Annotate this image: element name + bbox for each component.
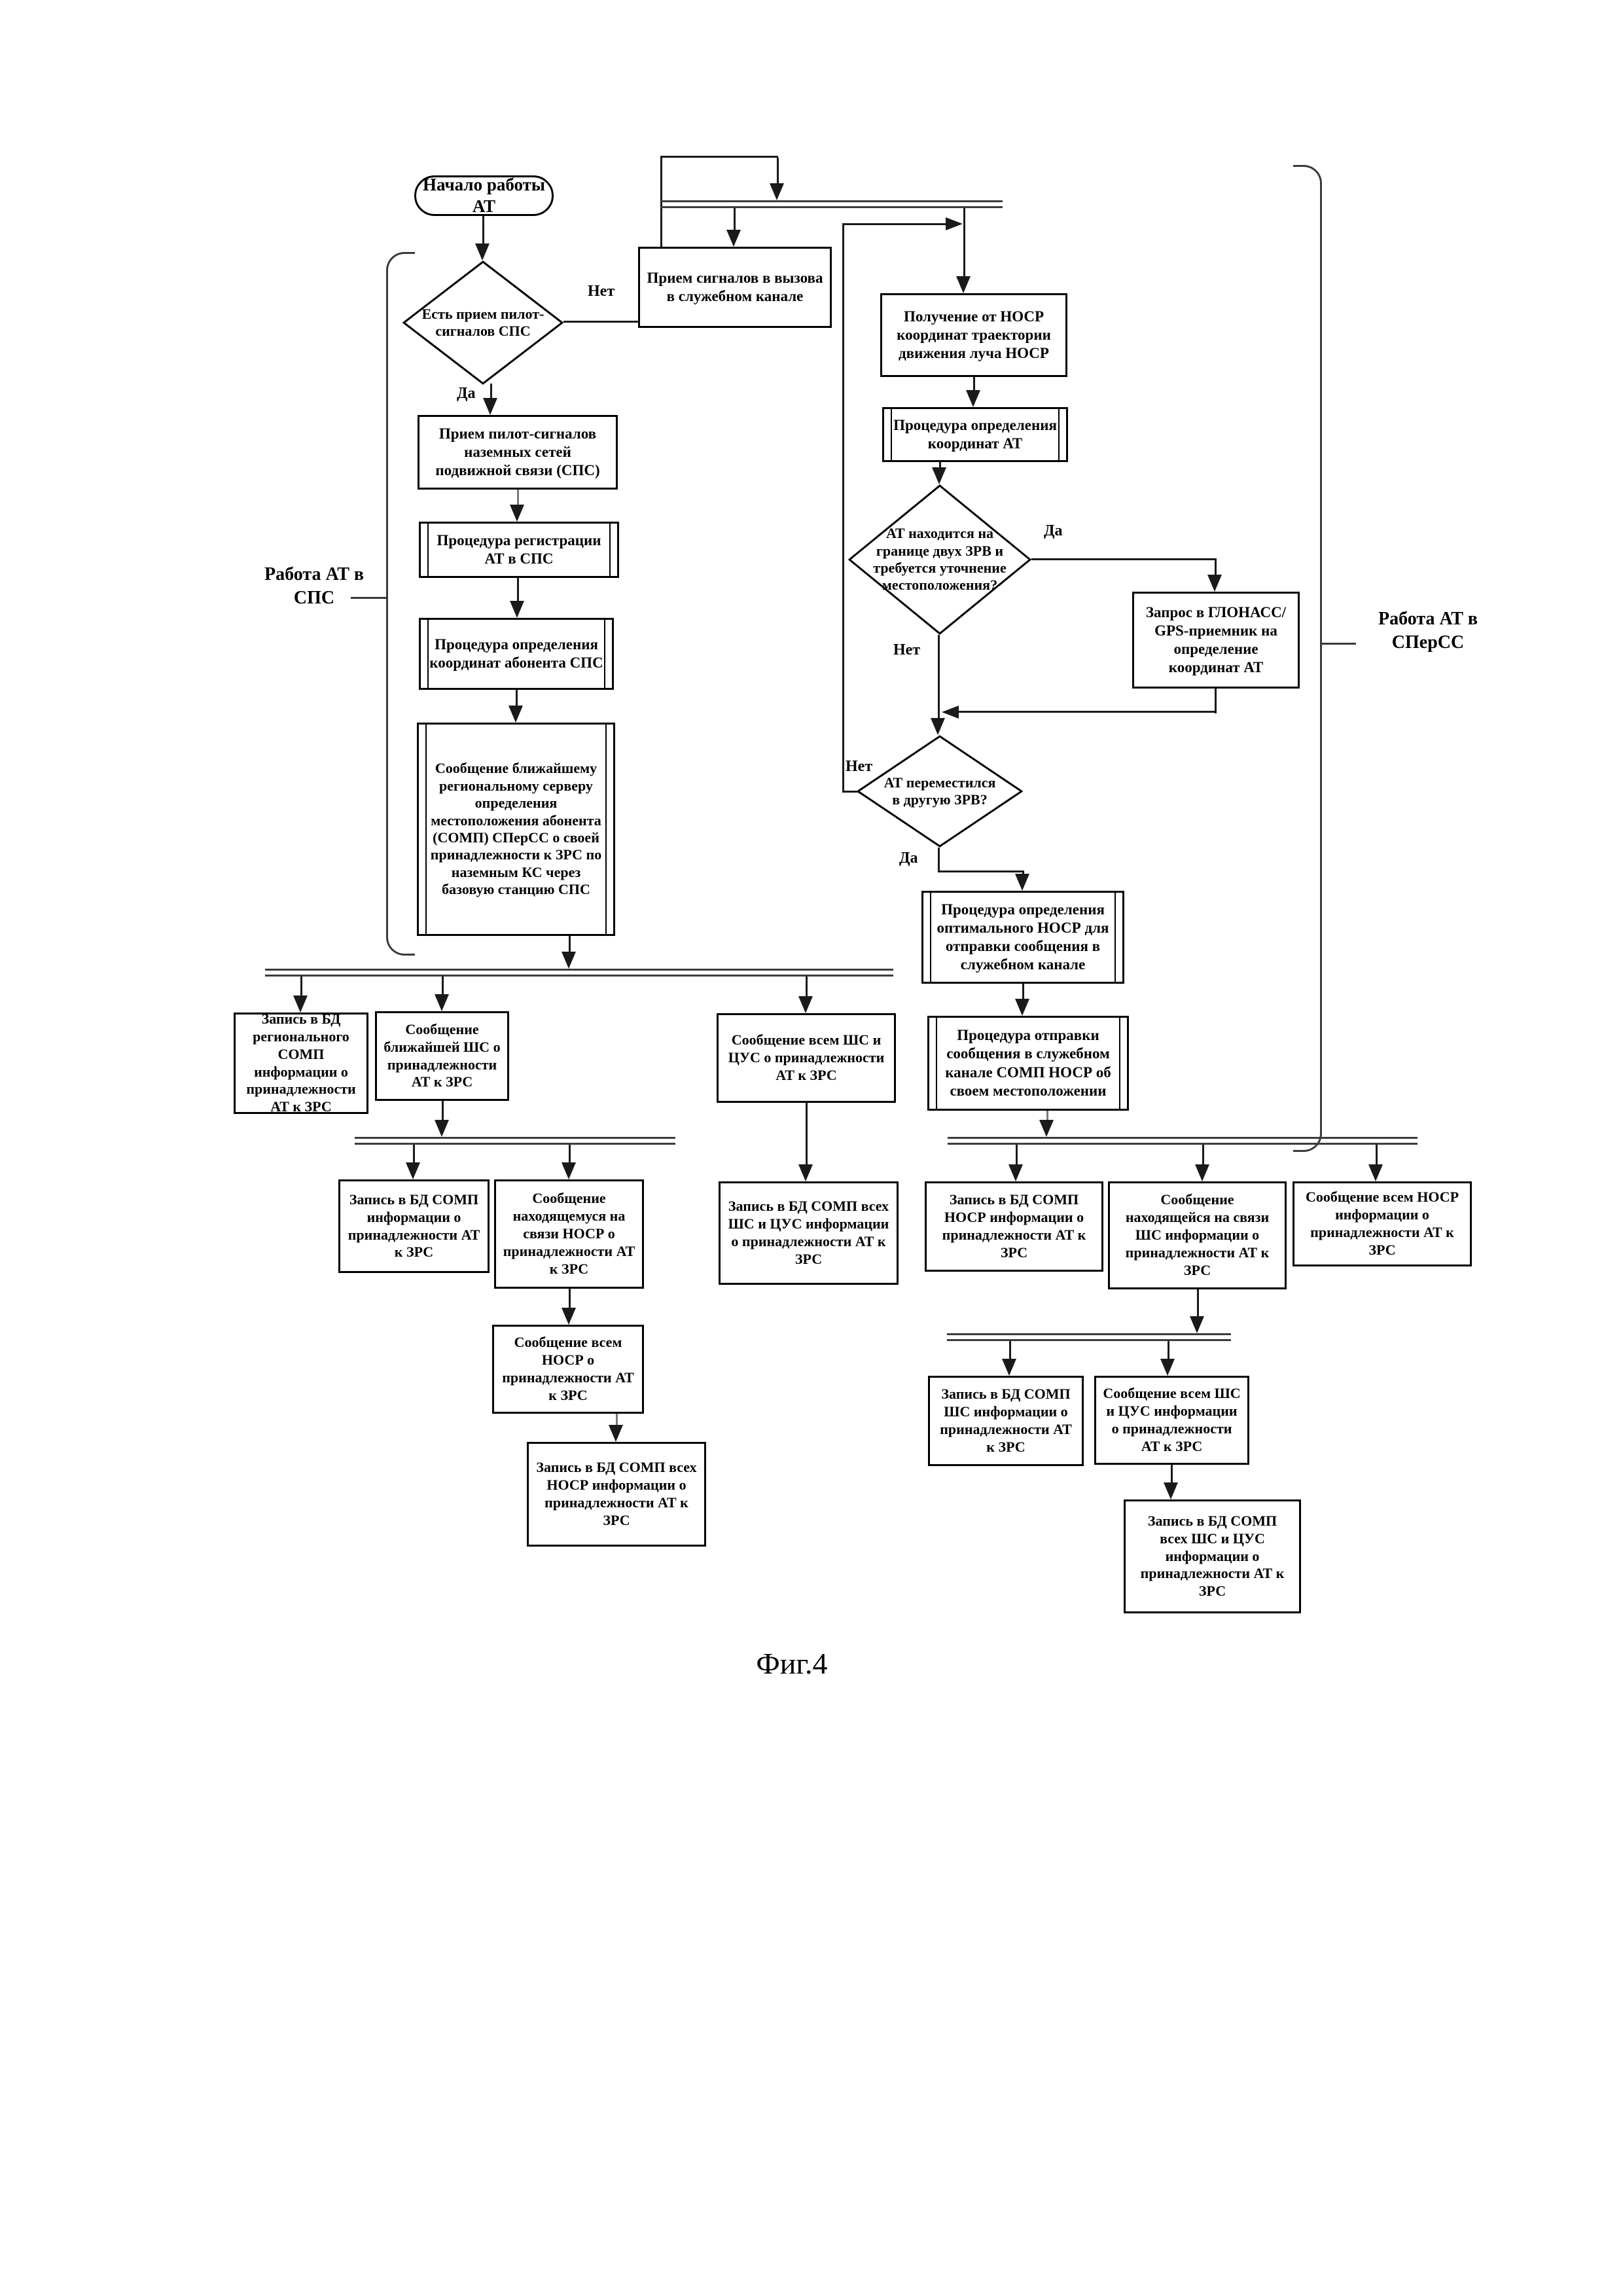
connector-d3-no-loop-h — [842, 791, 858, 793]
label-yes-d2: Да — [1044, 522, 1063, 539]
arrowhead — [1160, 1359, 1175, 1376]
arrowhead — [798, 996, 813, 1013]
connector-optnosr-sendmsg — [1022, 984, 1024, 999]
arrowhead — [510, 601, 524, 618]
label-yes-d1: Да — [457, 385, 476, 402]
decision-moved-zrv: АТ переместился в другую ЗРВ? — [883, 774, 996, 808]
process-sps-rx: Прием пилот-сигналов наземных сетей подвижной связи (СПС) — [418, 415, 618, 490]
connector-d1-spsrx — [490, 384, 492, 399]
process-sps-registration: Процедура регистрации АТ в СПС — [419, 522, 619, 578]
arrowhead — [406, 1162, 420, 1179]
connector-d3-yes-h — [938, 870, 1024, 872]
connector-bus2-l1 — [300, 977, 302, 997]
connector-sendmsg-bus4 — [1046, 1111, 1048, 1120]
label-no-d2: Нет — [893, 641, 921, 658]
connector-d2-yes-v — [1215, 558, 1217, 576]
arrowhead — [931, 718, 945, 735]
arrowhead — [435, 1120, 449, 1137]
bus-3 — [355, 1137, 675, 1145]
process-rx-call: Прием сигналов в вызова в служебном канале — [638, 247, 832, 328]
connector-spsrx-spsreg — [517, 490, 519, 506]
arrowhead — [1368, 1164, 1383, 1181]
arrowhead — [483, 398, 497, 415]
process-at-coordinates: Процедура определения координат АТ — [882, 407, 1068, 462]
process-msg-connected-shs: Сообщение находящейся на связи ШС информации о принадлежности АТ к ЗРС — [1108, 1181, 1287, 1289]
process-db-somp-info: Запись в БД СОМП информации о принадлежности АТ к ЗРС — [338, 1179, 490, 1273]
arrowhead — [798, 1164, 813, 1181]
arrowhead — [1002, 1359, 1016, 1376]
connector-into-bus1 — [777, 158, 779, 185]
arrowhead — [562, 952, 576, 969]
region-label-sperss: Работа АТ в СПерСС — [1378, 609, 1478, 653]
connector-getnosr-atcoord — [973, 377, 975, 391]
process-db-all-shs-cus-left: Запись в БД СОМП всех ШС и ЦУС информации о принадлежности АТ к ЗРС — [719, 1181, 899, 1285]
connector-bus3-l4 — [413, 1145, 415, 1164]
process-db-all-nosr: Запись в БД СОМП всех НОСР информации о принадлежности АТ к ЗРС — [527, 1442, 706, 1547]
label-yes-d3: Да — [899, 850, 918, 867]
decision-border-zrv: АТ находится на границе двух ЗРВ и требуется уточнение местоположения? — [873, 525, 1007, 594]
arrowhead — [1164, 1482, 1178, 1499]
arrowhead — [1190, 1316, 1204, 1333]
process-msg-nearest-shs: Сообщение ближайшей ШС о принадлежности АТ к ЗРС — [375, 1011, 509, 1101]
arrowhead — [1015, 999, 1029, 1016]
start-terminal — [414, 175, 554, 216]
arrowhead — [932, 467, 946, 484]
arrowhead — [609, 1425, 623, 1442]
figure-caption: Фиг.4 — [756, 1647, 828, 1680]
bus-4 — [948, 1137, 1418, 1145]
start-terminal-text: Начало работы АТ — [423, 175, 545, 216]
process-db-all-shs-cus-right: Запись в БД СОМП всех ШС и ЦУС информации о принадлежности АТ к ЗРС — [1124, 1499, 1301, 1613]
connector-bus5-r10 — [1168, 1341, 1169, 1359]
connector-l3-l8 — [806, 1103, 808, 1166]
process-db-somp-shs: Запись в БД СОМП ШС информации о принадлежности АТ к ЗРС — [928, 1376, 1084, 1466]
connector-spscoord-spsmsg — [516, 690, 518, 707]
region-label-sps: Работа АТ в СПС — [264, 564, 365, 609]
decision-pilot-signals: Есть прием пилот-сигналов СПС — [421, 305, 544, 339]
connector-glonass-return-v — [1215, 689, 1217, 713]
connector-bus2-l2 — [442, 977, 444, 996]
process-msg-all-shs-cus-info: Сообщение всем ШС и ЦУС информации о принадлежности АТ к ЗРС — [1094, 1376, 1249, 1465]
connector-d1-no-top — [660, 156, 778, 158]
process-msg-all-nosr: Сообщение всем НОСР о принадлежности АТ к ЗРС — [492, 1325, 644, 1414]
connector-d3-no-loop-v — [842, 223, 844, 793]
connector-l2-bus3 — [442, 1101, 444, 1121]
connector-bus5-r9 — [1009, 1341, 1011, 1359]
arrowhead — [770, 183, 784, 200]
arrowhead — [1015, 874, 1029, 891]
connector-l5-l6 — [569, 1289, 571, 1309]
connector-bus4-r8 — [1376, 1145, 1378, 1164]
connector-bus2-l3 — [806, 977, 808, 997]
process-glonass-request: Запрос в ГЛОНАСС/ GPS-приемник на определение координат АТ — [1132, 592, 1300, 689]
connector-bus1-rxcall — [734, 208, 736, 230]
process-db-regional-somp: Запись в БД регионального СОМП информации о принадлежности АТ к ЗРС — [234, 1013, 368, 1114]
connector-bus4-r7 — [1202, 1145, 1204, 1164]
connector-d2-d3 — [938, 635, 940, 718]
arrowhead — [562, 1162, 576, 1179]
connector-bus1-getnosr — [963, 208, 965, 276]
connector-d3-yes-v1 — [938, 848, 940, 872]
bracket-sperss-region — [1293, 165, 1322, 1152]
label-no-d1: Нет — [588, 283, 615, 300]
label-no-d3: Нет — [846, 758, 873, 775]
arrowhead — [966, 390, 980, 407]
arrowhead — [510, 505, 524, 522]
connector-bus3-l5 — [569, 1145, 571, 1164]
connector-d2-yes-h — [1031, 558, 1215, 560]
bus-2 — [265, 969, 893, 977]
connector-r7-bus5 — [1197, 1289, 1199, 1316]
connector-start-d1 — [482, 216, 484, 245]
process-msg-all-shs-cus: Сообщение всем ШС и ЦУС о принадлежности АТ к ЗРС — [717, 1013, 896, 1103]
connector-bus4-r6 — [1016, 1145, 1018, 1164]
arrowhead — [956, 276, 971, 293]
arrowhead — [1008, 1164, 1023, 1181]
arrowhead — [562, 1308, 576, 1325]
bracket-sps-region — [386, 252, 415, 956]
bracket-sperss-tick — [1322, 643, 1356, 645]
bus-5 — [947, 1333, 1231, 1341]
arrowhead — [726, 230, 741, 247]
arrowhead — [1207, 575, 1222, 592]
connector-glonass-return-h — [957, 711, 1216, 713]
arrowhead — [508, 706, 523, 723]
bus-1 — [661, 200, 1003, 208]
process-msg-connected-nosr: Сообщение находящемуся на связи НОСР о принадлежности АТ к ЗРС — [494, 1179, 644, 1289]
process-optimal-nosr: Процедура определения оптимального НОСР для отправки сообщения в служебном канале — [921, 891, 1124, 984]
process-msg-all-nosr-info: Сообщение всем НОСР информации о принадлежности АТ к ЗРС — [1293, 1181, 1472, 1266]
connector-r10-r11 — [1171, 1465, 1173, 1482]
arrowhead — [435, 994, 449, 1011]
arrowhead — [1195, 1164, 1209, 1181]
process-get-nosr: Получение от НОСР координат траектории движения луча НОСР — [880, 293, 1067, 377]
process-sps-message-somp: Сообщение ближайшему региональному серверу определения местоположения абонента (СОМП) СПерСС о своей принадлежности к ЗРС по наземным КС через базовую станцию СПС — [417, 723, 615, 936]
connector-loop-join — [843, 223, 946, 225]
connector-spsmsg-bus2 — [569, 936, 571, 953]
arrowhead — [1039, 1120, 1054, 1137]
process-send-message: Процедура отправки сообщения в служебном канале СОМП НОСР об своем местоположении — [927, 1016, 1129, 1111]
process-sps-coordinates: Процедура определения координат абонента СПС — [419, 618, 614, 690]
arrowhead — [946, 217, 963, 230]
arrowhead — [475, 243, 490, 260]
arrowhead — [942, 706, 959, 719]
connector-spsreg-spscoord — [517, 578, 519, 602]
process-db-somp-nosr: Запись в БД СОМП НОСР информации о принадлежности АТ к ЗРС — [925, 1181, 1103, 1272]
